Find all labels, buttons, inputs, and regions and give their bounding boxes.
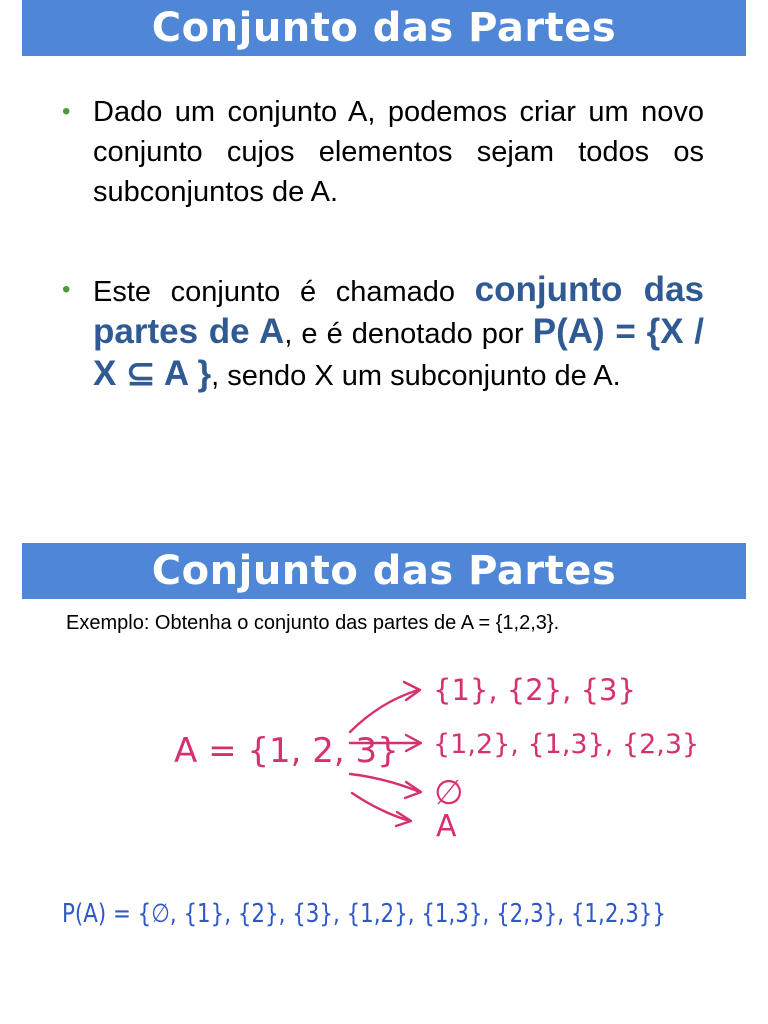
slide2-title: Conjunto das Partes <box>22 543 746 599</box>
bullet-item <box>62 270 704 396</box>
bullet-text-part2: , e é denotado por <box>284 318 533 350</box>
full-set-label: A <box>436 809 457 844</box>
singleton-subsets: {1}, {2}, {3} <box>433 673 636 707</box>
set-a-definition: A = {1, 2, 3} <box>174 731 399 771</box>
power-set-formula: P(A) = {X / X ⊆ A } <box>93 312 704 393</box>
bullet-list-1 <box>62 92 704 212</box>
bullet-item <box>62 92 704 212</box>
bullet-text-part3: , sendo X um subconjunto de A. <box>211 360 621 392</box>
arrow-to-singletons <box>350 690 418 732</box>
pair-subsets: {1,2}, {1,3}, {2,3} <box>433 729 700 760</box>
example-prompt: Exemplo: Obtenha o conjunto das partes de A = {1,2,3}. <box>66 612 560 634</box>
bullet-dot-icon: • <box>62 276 71 303</box>
handwritten-solution <box>0 640 768 980</box>
bullet-text-part1: Este conjunto é chamado <box>93 276 475 308</box>
arrow-to-full <box>352 793 410 821</box>
slide1-title: Conjunto das Partes <box>22 0 746 56</box>
power-set-result: P(A) = {∅, {1}, {2}, {3}, {1,2}, {1,3}, {2,3}, {1,2,3}} <box>62 899 666 929</box>
bullet-list-2 <box>62 270 704 396</box>
empty-set-symbol: ∅ <box>434 773 464 813</box>
bullet-text: Dado um conjunto A, podemos criar um novo conjunto cujos elementos sejam todos os subconjuntos de A. <box>93 96 704 208</box>
highlight-term: conjunto das partes de A <box>93 270 704 351</box>
bullet-dot-icon: • <box>62 98 71 125</box>
